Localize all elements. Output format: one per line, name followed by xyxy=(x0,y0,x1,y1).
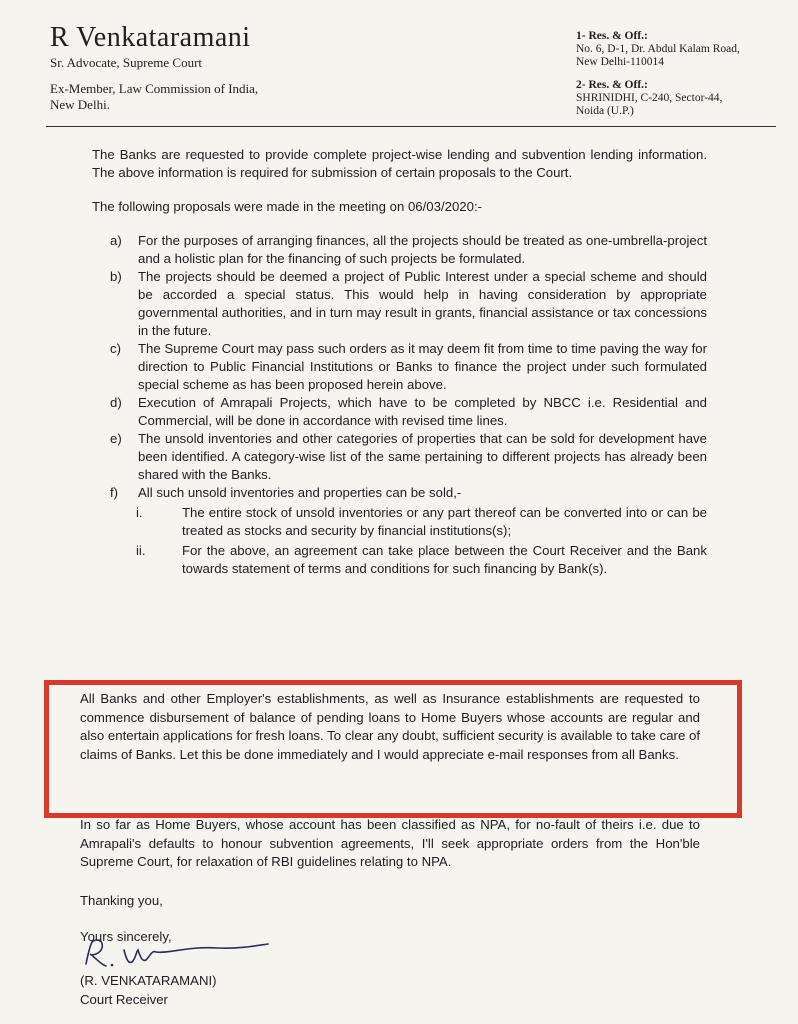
item-marker: a) xyxy=(110,233,122,248)
letterhead-divider xyxy=(46,126,776,127)
item-text: Execution of Amrapali Projects, which have to be completed by NBCC i.e. Residential and Commercial, will be done in accordance with revised time lines. xyxy=(138,395,707,428)
sub-item-i xyxy=(138,504,707,540)
item-text: The unsold inventories and other categories of properties that can be sold for development have been identified. A category-wise list of the same pertaining to different projects has already been shared with the Banks. xyxy=(138,431,707,482)
address1-line2: New Delhi-110014 xyxy=(576,56,665,68)
proposal-item-f xyxy=(92,484,707,578)
npa-paragraph: In so far as Home Buyers, whose account has been classified as NPA, for no-fault of theirs i.e. due to Amrapali's defaults to honour subvention agreements, I'll seek appropriate orders from the Hon'ble Supreme Court, for relaxation of RBI guidelines relating to NPA. xyxy=(80,817,700,869)
address2-line2: Noida (U.P.) xyxy=(576,105,634,117)
sub-item-list xyxy=(138,504,707,578)
item-text: The projects should be deemed a project of Public Interest under a special scheme and should be accorded a special status. This would help in having consideration by appropriate governmental authorities, and in turn may result in grants, financial assistance or tax concessions in the future. xyxy=(138,269,707,338)
proposal-item-c xyxy=(92,340,707,394)
item-marker: d) xyxy=(110,395,122,410)
item-marker: e) xyxy=(110,431,122,446)
letterhead-addresses xyxy=(576,30,740,118)
proposal-item-e xyxy=(92,430,707,484)
letterhead-former-role: Ex-Member, Law Commission of India, xyxy=(50,81,259,96)
proposal-list xyxy=(92,232,707,578)
sub-item-marker: ii. xyxy=(136,543,146,558)
sub-item-marker: i. xyxy=(136,505,143,520)
letter-body xyxy=(92,146,707,580)
address1-heading: 1- Res. & Off.: xyxy=(576,30,648,42)
closing-sign-off: Yours sincerely, xyxy=(80,929,172,944)
proposal-item-b xyxy=(92,268,707,340)
proposal-item-a xyxy=(92,232,707,268)
signatory-name: (R. VENKATARAMANI) xyxy=(80,973,217,988)
letterhead-city: New Delhi. xyxy=(50,97,110,112)
proposals-lead: The following proposals were made in the meeting on 06/03/2020:- xyxy=(92,199,483,214)
letterhead-left xyxy=(50,22,258,113)
letterhead-name: R Venkataramani xyxy=(50,22,251,53)
signatory-designation: Court Receiver xyxy=(80,992,168,1007)
item-marker: b) xyxy=(110,269,122,284)
letterhead-title: Sr. Advocate, Supreme Court xyxy=(50,55,203,70)
proposal-item-d xyxy=(92,394,707,430)
address2-line1: SHRINIDHI, C-240, Sector-44, xyxy=(576,92,723,104)
address1-line1: No. 6, D-1, Dr. Abdul Kalam Road, xyxy=(576,43,740,55)
item-marker: f) xyxy=(110,485,119,500)
item-text: The Supreme Court may pass such orders as it may deem fit from time to time paving the way for direction to Public Financial Institutions or Banks to finance the project under such formulated special scheme as has been proposed herein above. xyxy=(138,341,707,392)
sub-item-ii xyxy=(138,542,707,578)
highlighted-paragraph: All Banks and other Employer's establishments, as well as Insurance establishments are requested to commence disbursement of balance of pending loans to Home Buyers whose accounts are regular and also entertain applications for fresh loans. To clear any doubt, sufficient security is available to take care of claims of Banks. Let this be done immediately and I would appreciate e-mail responses from all Banks. xyxy=(80,691,700,762)
handwritten-signature xyxy=(78,936,278,970)
intro-paragraph: The Banks are requested to provide complete project-wise lending and subvention lending information. The above information is required for submission of certain proposals to the Court. xyxy=(92,147,707,180)
item-text: For the purposes of arranging finances, all the projects should be treated as one-umbrella-project and a holistic plan for the financing of such projects be formulated. xyxy=(138,233,707,266)
item-text: All such unsold inventories and properties can be sold,- xyxy=(138,485,462,500)
sub-item-text: For the above, an agreement can take place between the Court Receiver and the Bank towards statement of terms and conditions for such financing by Bank(s). xyxy=(182,543,707,576)
address2-heading: 2- Res. & Off.: xyxy=(576,79,648,91)
sub-item-text: The entire stock of unsold inventories or any part thereof can be converted into or can be treated as stocks and security by financial institutions(s); xyxy=(182,505,707,538)
closing-thanks: Thanking you, xyxy=(80,893,163,908)
item-marker: c) xyxy=(110,341,121,356)
